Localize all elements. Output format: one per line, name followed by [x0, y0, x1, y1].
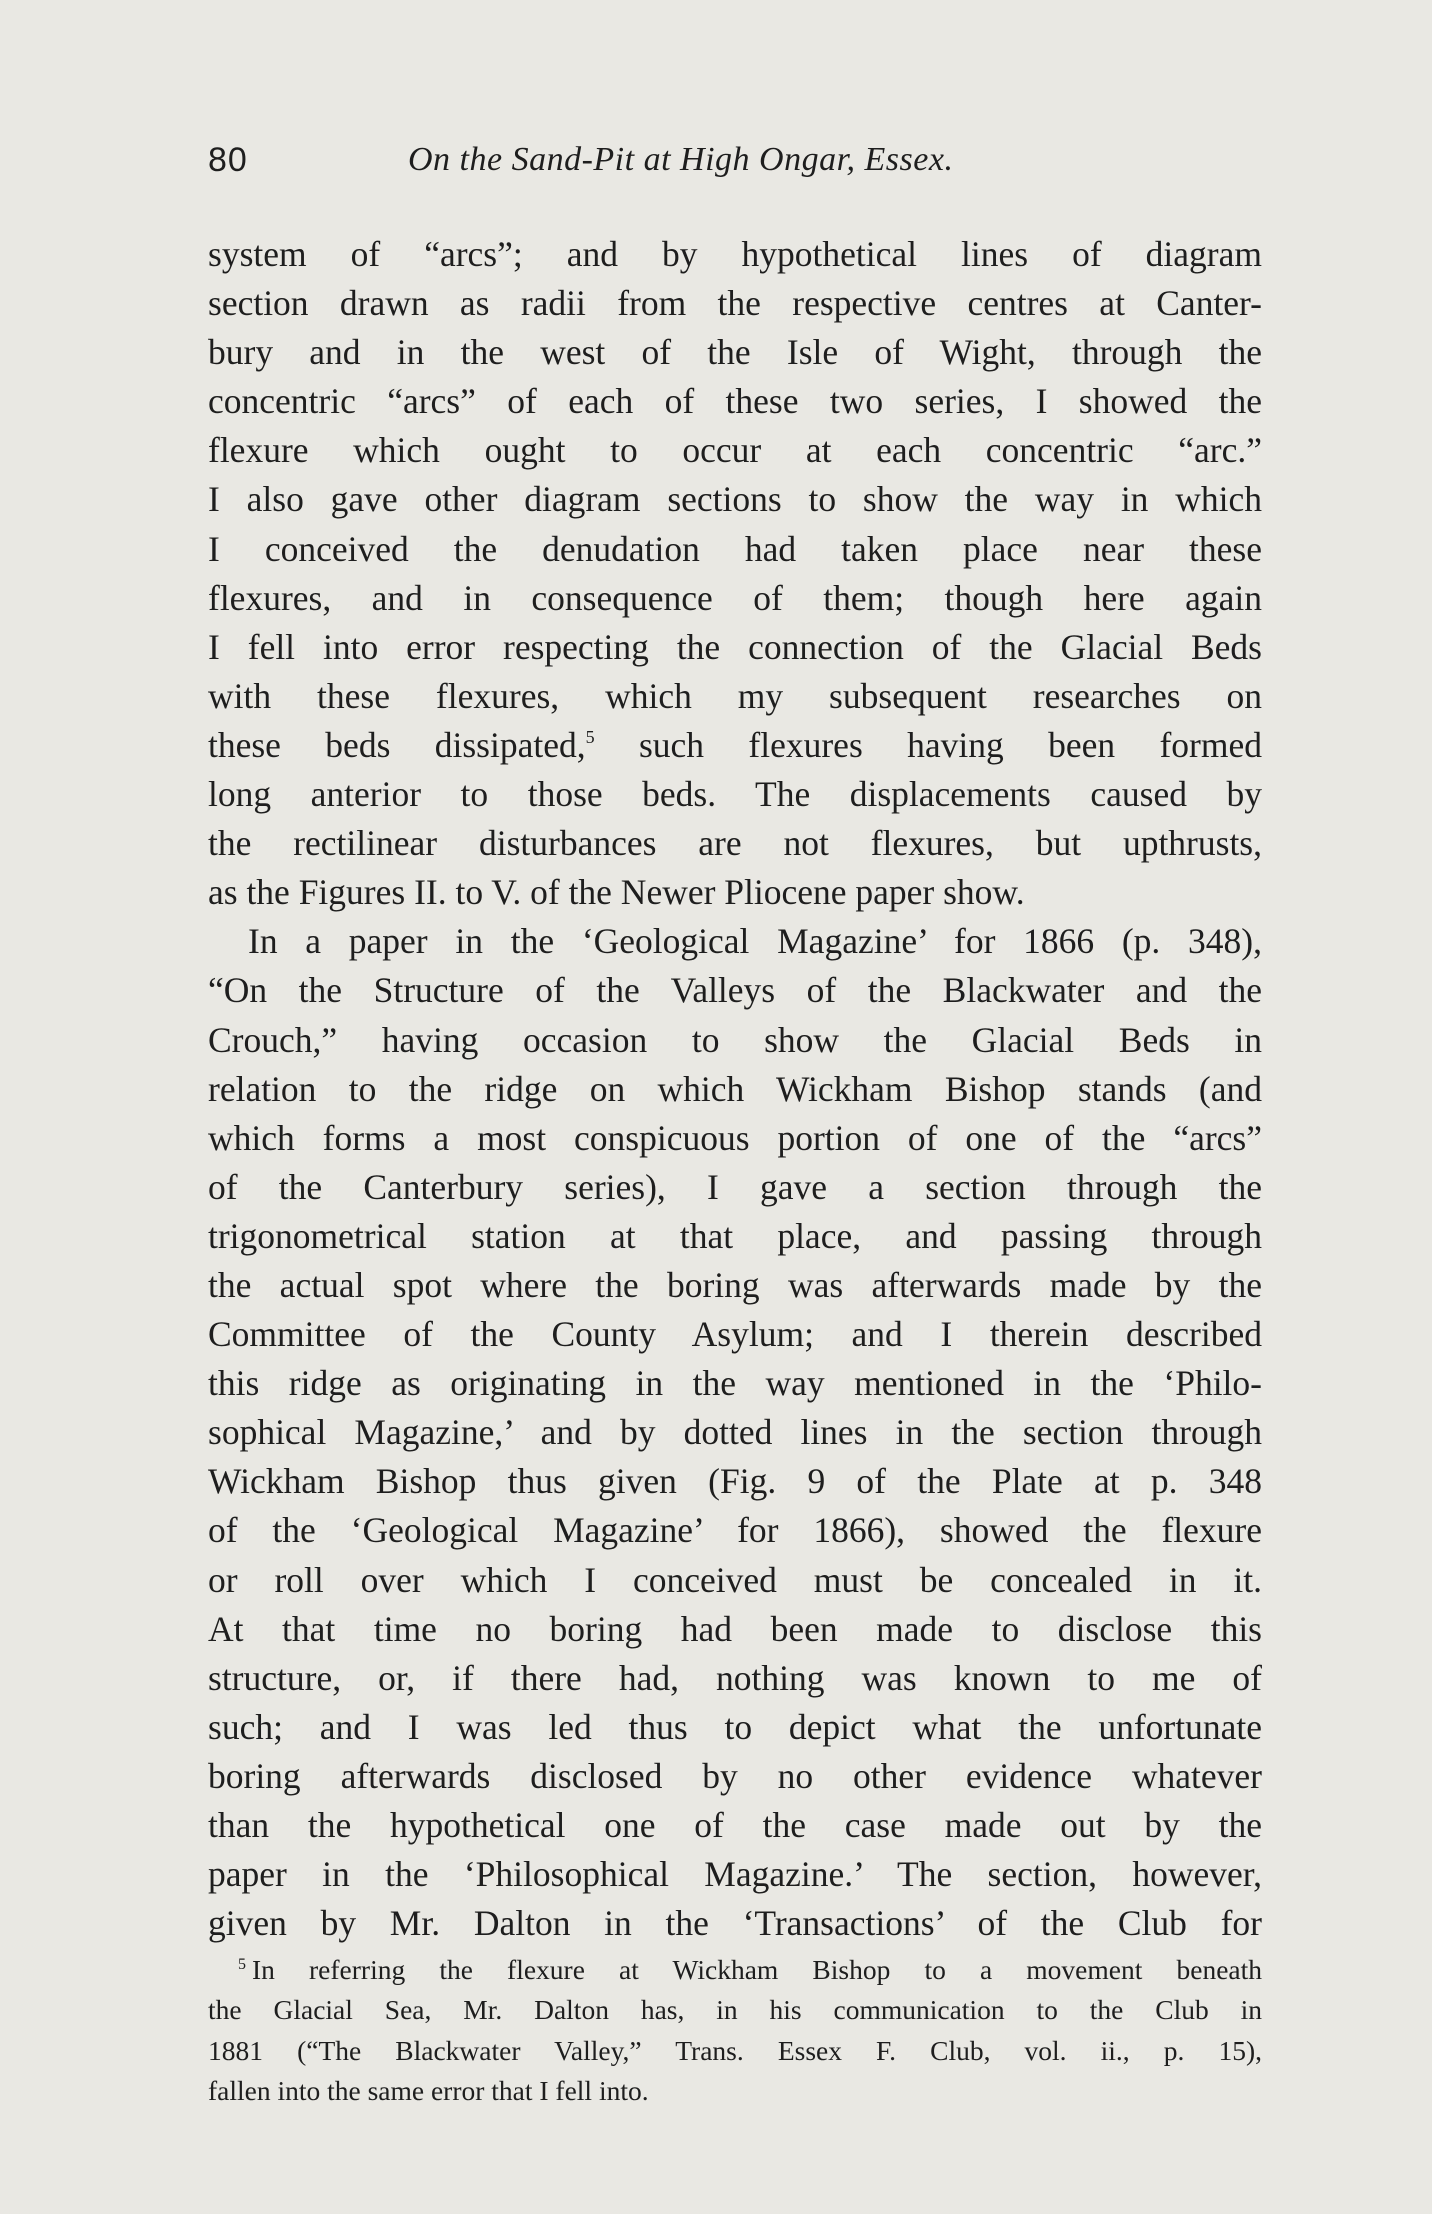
text-line: sophical Magazine,’ and by dotted lines in the section through	[208, 1412, 1262, 1453]
footnote-text: In referring the flexure at Wickham Bishop to a movement beneath	[252, 1954, 1262, 1985]
text-line: such; and I was led thus to depict what the unfortunate	[208, 1706, 1262, 1747]
text-line: “On the Structure of the Valleys of the Blackwater and the	[208, 970, 1262, 1011]
text-line: I conceived the denudation had taken place near these	[208, 528, 1262, 569]
text-line: the actual spot where the boring was afterwards made by the	[208, 1264, 1262, 1305]
text-line: In a paper in the ‘Geological Magazine’ for 1866 (p. 348),	[248, 921, 1262, 962]
text-line: Crouch,” having occasion to show the Glacial Beds in	[208, 1019, 1262, 1060]
text-line: I fell into error respecting the connection of the Glacial Beds	[208, 626, 1262, 667]
text-line: Wickham Bishop thus given (Fig. 9 of the Plate at p. 348	[208, 1461, 1262, 1502]
running-title: On the Sand-Pit at High Ongar, Essex.	[408, 141, 954, 178]
footnote-line: 1881 (“The Blackwater Valley,” Trans. Essex F. Club, vol. ii., p. 15),	[208, 2034, 1262, 2066]
footnote-reference[interactable]: 5	[585, 726, 595, 747]
body-text	[208, 230, 1262, 1948]
text-line: which forms a most conspicuous portion of one of the “arcs”	[208, 1117, 1262, 1158]
text-line: section drawn as radii from the respective centres at Canter-	[208, 283, 1262, 324]
text-line: long anterior to those beds. The displacements caused by	[208, 774, 1262, 815]
footnote-line: the Glacial Sea, Mr. Dalton has, in his communication to the Club in	[208, 1994, 1262, 2026]
text-line: flexures, and in consequence of them; though here again	[208, 577, 1262, 618]
footnote	[208, 1950, 1262, 2111]
text-line: as the Figures II. to V. of the Newer Pliocene paper show.	[208, 872, 1025, 913]
footnote-line: fallen into the same error that I fell into.	[208, 2074, 649, 2106]
text-line: paper in the ‘Philosophical Magazine.’ The section, however,	[208, 1854, 1262, 1895]
footnote-marker: 5	[238, 1956, 246, 1973]
text-line: given by Mr. Dalton in the ‘Transactions’ of the Club for	[208, 1903, 1262, 1944]
text-line: flexure which ought to occur at each concentric “arc.”	[208, 430, 1262, 471]
text-line: I also gave other diagram sections to show the way in which	[208, 479, 1262, 520]
text-line: trigonometrical station at that place, and passing through	[208, 1215, 1262, 1256]
text-line	[208, 721, 1262, 770]
page-header	[208, 140, 1258, 190]
text-line: of the Canterbury series), I gave a section through the	[208, 1166, 1262, 1207]
text-line: relation to the ridge on which Wickham Bishop stands (and	[208, 1068, 1262, 1109]
text-line: the rectilinear disturbances are not flexures, but upthrusts,	[208, 823, 1262, 864]
text-line: bury and in the west of the Isle of Wight, through the	[208, 332, 1262, 373]
text-line: structure, or, if there had, nothing was known to me of	[208, 1657, 1262, 1698]
text-segment: such flexures having been formed	[638, 724, 1263, 765]
text-line: this ridge as originating in the way mentioned in the ‘Philo-	[208, 1363, 1262, 1404]
text-line: with these flexures, which my subsequent researches on	[208, 675, 1262, 716]
text-line: boring afterwards disclosed by no other evidence whatever	[208, 1755, 1262, 1796]
text-line: Committee of the County Asylum; and I therein described	[208, 1314, 1262, 1355]
text-segment: these beds dissipated,	[208, 724, 586, 765]
text-line: system of “arcs”; and by hypothetical lines of diagram	[208, 234, 1262, 274]
text-line: or roll over which I conceived must be concealed in it.	[208, 1559, 1262, 1600]
text-line: At that time no boring had been made to disclose this	[208, 1608, 1262, 1649]
page-number: 80	[208, 141, 248, 179]
text-line: concentric “arcs” of each of these two series, I showed the	[208, 381, 1262, 422]
text-line: than the hypothetical one of the case made out by the	[208, 1805, 1262, 1845]
footnote-line	[208, 1950, 1262, 1990]
text-line: of the ‘Geological Magazine’ for 1866), showed the flexure	[208, 1510, 1262, 1551]
